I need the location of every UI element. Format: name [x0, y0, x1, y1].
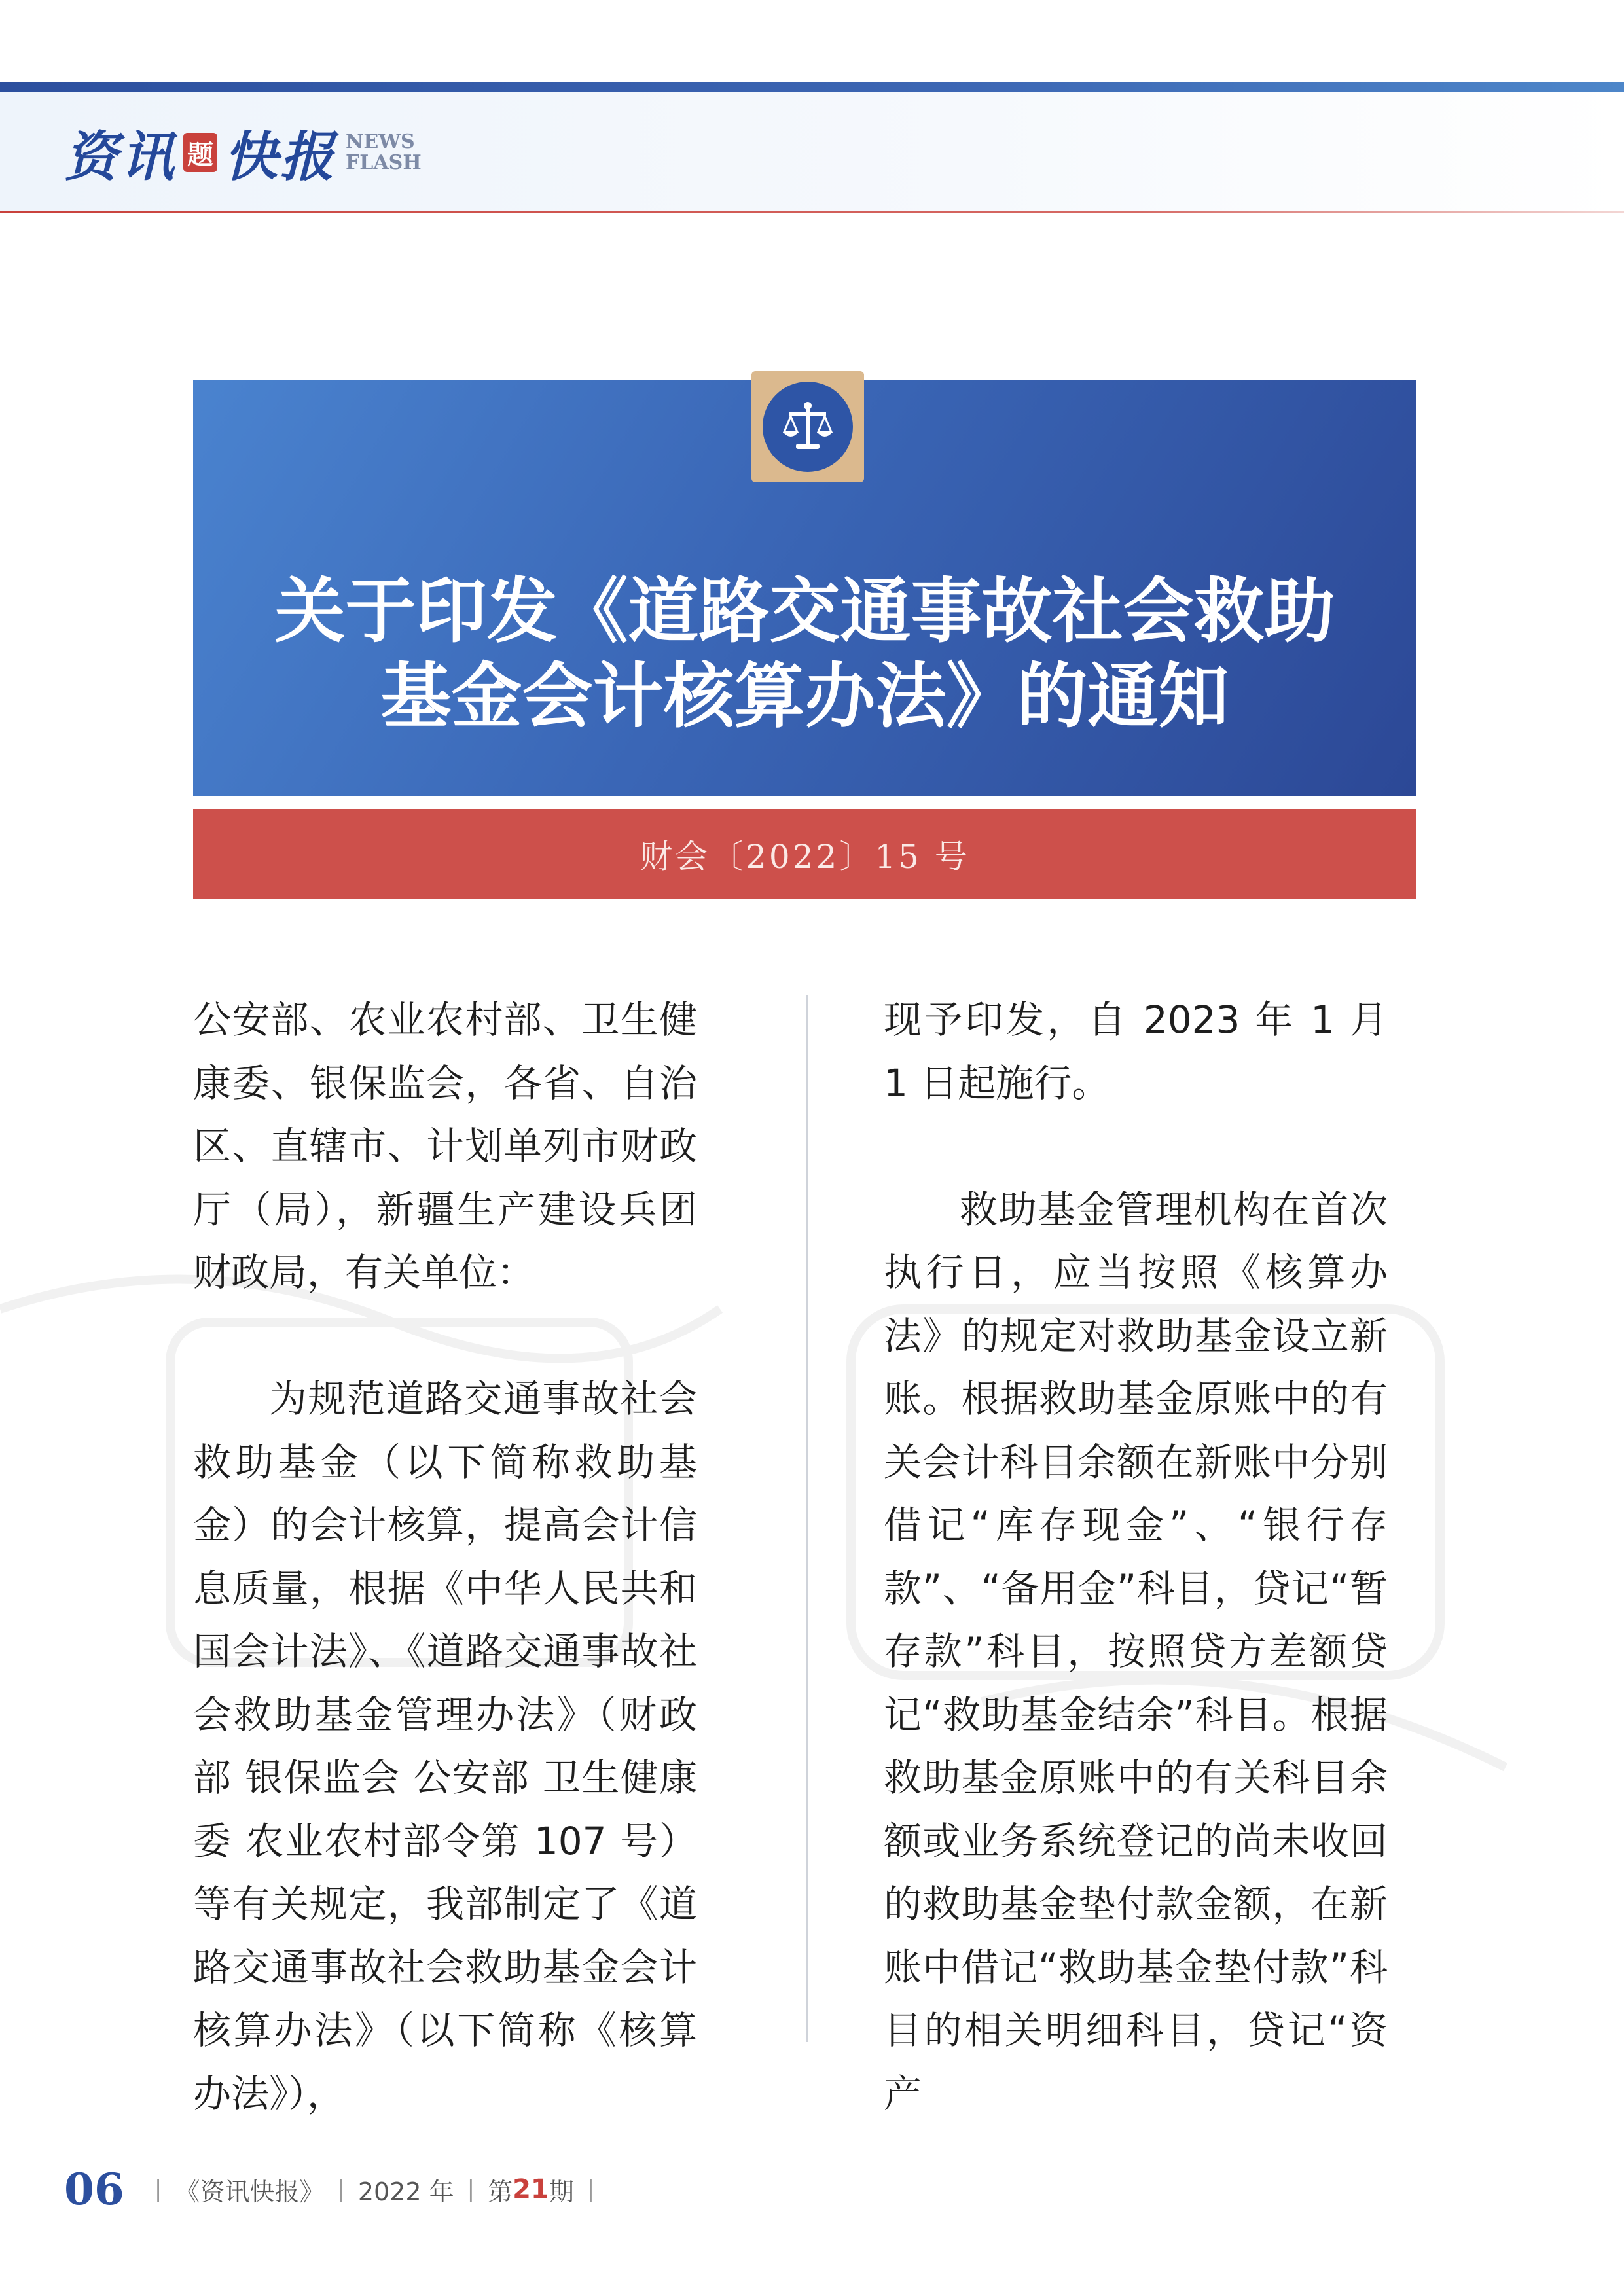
scales-of-justice-icon	[776, 395, 839, 458]
issue-number: 21	[513, 2174, 549, 2204]
header-divider	[0, 211, 1624, 213]
publication-year: 2022 年	[357, 2177, 454, 2206]
brand-english-line1: NEWS	[346, 130, 415, 153]
body-paragraph: 为规范道路交通事故社会救助基金（以下简称救助基金）的会计核算，提高会计信息质量，根据《中华人民共和国会计法》、《道路交通事故社会救助基金管理办法》（财政部 银保监会 公安部 卫生健康委 农业农村部令第 107 号）等有关规定，我部制定了《道路交通事故社会救助基金会计核算办法》（以下简称《核算办法》），	[193, 1376, 697, 2116]
footer-separator: |	[586, 2176, 595, 2202]
brand-name-part2: 快报	[224, 125, 336, 188]
document-number-bar	[193, 809, 1416, 899]
footer-separator: |	[337, 2176, 345, 2202]
page-title	[193, 569, 1416, 740]
page-title-line2: 基金会计核算办法》的通知	[380, 656, 1229, 738]
body-paragraph-continued: 现予印发，自 2023 年 1 月 1 日起施行。	[884, 997, 1388, 1105]
body-paragraph: 救助基金管理机构在首次执行日，应当按照《核算办法》的规定对救助基金设立新账。根据救助基金原账中的有关会计科目余额在新账中分别借记“库存现金”、“银行存款”、“备用金”科目，贷记“暂存款”科目，按照贷方差额贷记“救助基金结余”科目。根据救助基金原账中的有关科目余额或业务系统登记的尚未收回的救助基金垫付款金额，在新账中借记“救助基金垫付款”科目的相关明细科目，贷记“资产	[884, 1187, 1388, 2116]
document-number: 财会〔2022〕15 号	[640, 838, 970, 876]
brand-english-line2: FLASH	[346, 151, 422, 174]
publication-name: 《资讯快报》	[175, 2177, 325, 2206]
body-column-right	[884, 988, 1388, 2125]
page-title-line1: 关于印发《道路交通事故社会救助	[274, 571, 1335, 653]
salutation-paragraph: 公安部、农业农村部、卫生健康委、银保监会，各省、自治区、直辖市、计划单列市财政厅（局），新疆生产建设兵团财政局，有关单位：	[193, 997, 697, 1295]
brand-seal-icon: 题	[183, 133, 217, 172]
body-column-left	[193, 988, 697, 2125]
page-number: 06	[64, 2164, 124, 2215]
brand-name-part1: 资讯	[64, 125, 177, 188]
footer-separator: |	[467, 2176, 475, 2202]
brand-english	[346, 132, 422, 173]
column-divider	[806, 995, 808, 2042]
brand-logo	[64, 117, 422, 188]
header-top-bar	[0, 82, 1624, 92]
banner-icon-badge	[751, 371, 864, 482]
issue-suffix: 期	[549, 2177, 574, 2206]
page-footer	[64, 2160, 607, 2219]
footer-separator: |	[154, 2176, 162, 2202]
issue-prefix: 第	[488, 2177, 513, 2206]
